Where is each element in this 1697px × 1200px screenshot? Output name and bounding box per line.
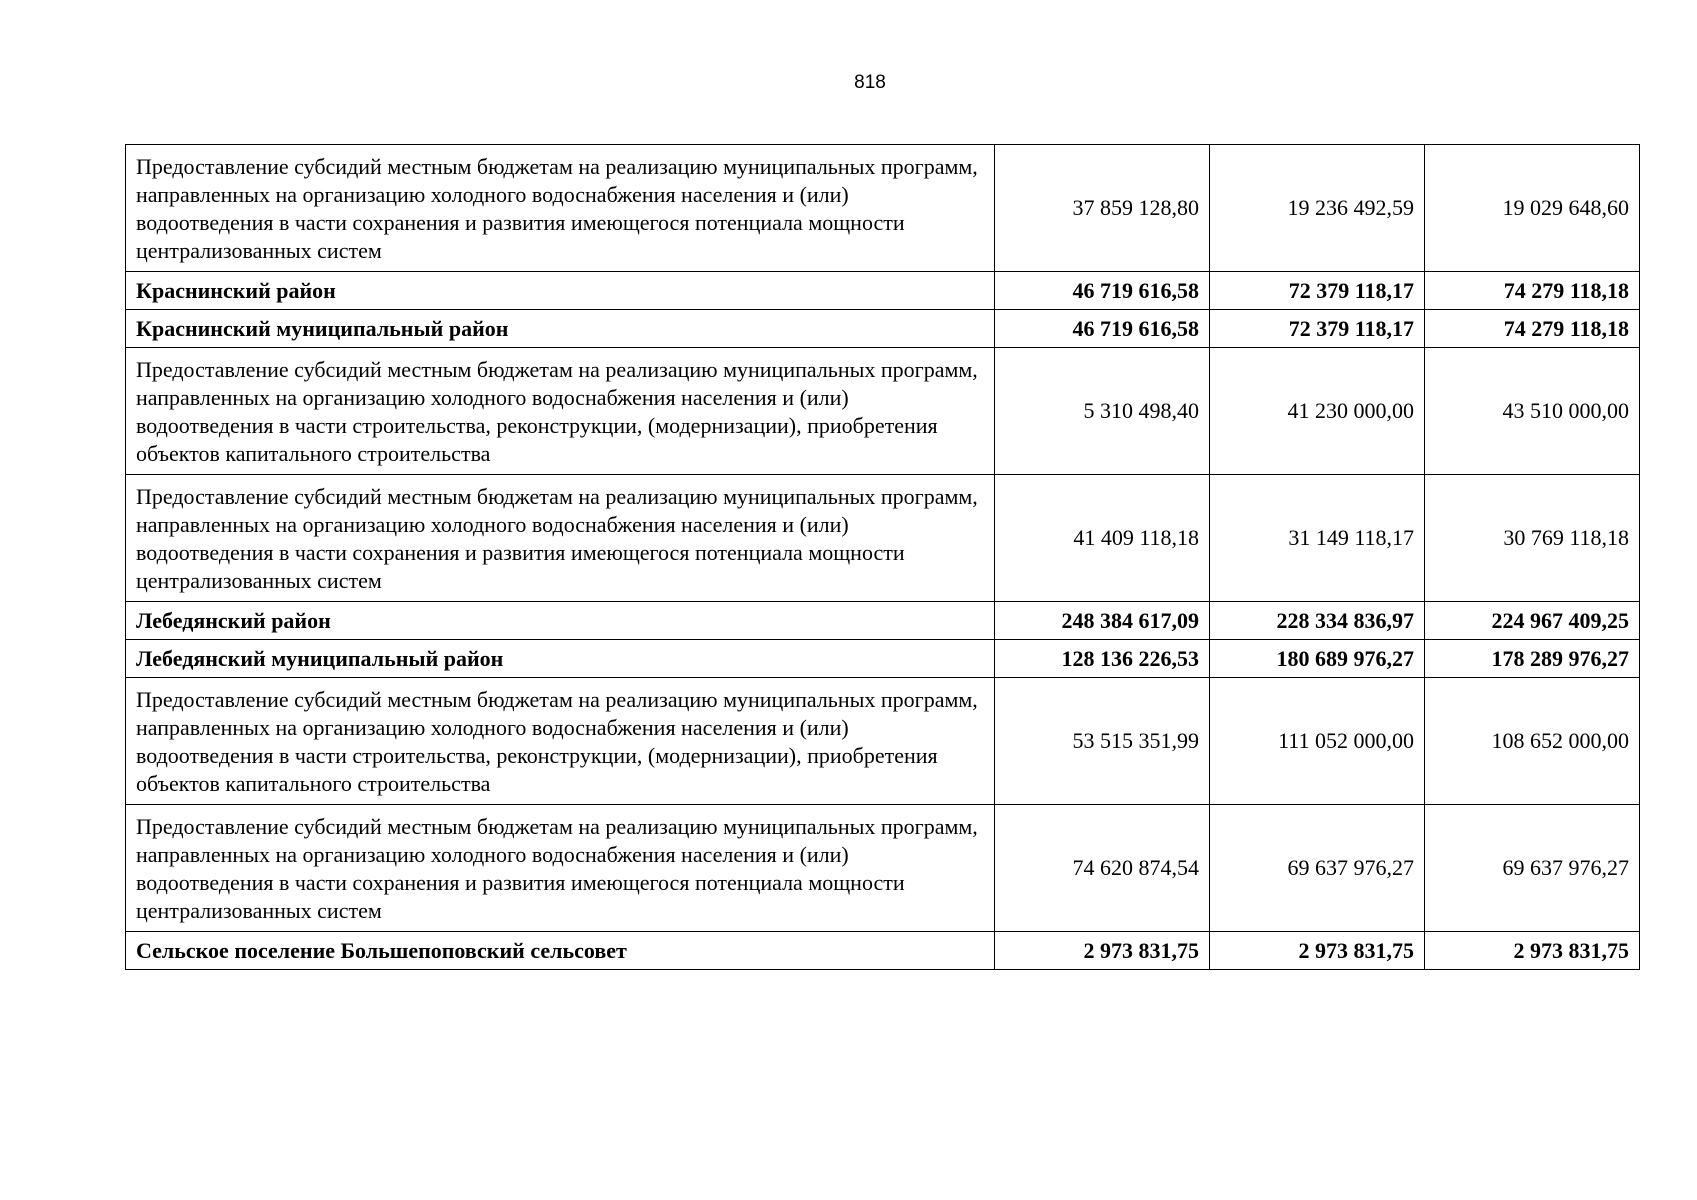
- value-cell: 53 515 351,99: [995, 678, 1210, 805]
- row-description: Предоставление субсидий местным бюджетам на реализацию муниципальных программ, направленных на организацию холодного водоснабжения населения и (или) водоотведения в части сохранения и развития имеющегося потенциала мощности централизованных систем: [126, 145, 995, 272]
- value-cell: 5 310 498,40: [995, 348, 1210, 475]
- table-row: [126, 475, 1640, 602]
- row-description: Краснинский муниципальный район: [126, 310, 995, 348]
- table-row-subtotal: [126, 272, 1640, 310]
- table-row-subtotal: [126, 602, 1640, 640]
- value-cell: 74 620 874,54: [995, 805, 1210, 932]
- value-cell: 72 379 118,17: [1210, 310, 1425, 348]
- table-row: [126, 805, 1640, 932]
- value-cell: 111 052 000,00: [1210, 678, 1425, 805]
- row-description: Предоставление субсидий местным бюджетам на реализацию муниципальных программ, направленных на организацию холодного водоснабжения населения и (или) водоотведения в части сохранения и развития имеющегося потенциала мощности централизованных систем: [126, 475, 995, 602]
- value-cell: 41 409 118,18: [995, 475, 1210, 602]
- value-cell: 2 973 831,75: [995, 932, 1210, 970]
- value-cell: 41 230 000,00: [1210, 348, 1425, 475]
- table-row-subtotal: [126, 640, 1640, 678]
- value-cell: 19 236 492,59: [1210, 145, 1425, 272]
- value-cell: 128 136 226,53: [995, 640, 1210, 678]
- value-cell: 37 859 128,80: [995, 145, 1210, 272]
- value-cell: 108 652 000,00: [1425, 678, 1640, 805]
- table-row: [126, 348, 1640, 475]
- value-cell: 248 384 617,09: [995, 602, 1210, 640]
- value-cell: 178 289 976,27: [1425, 640, 1640, 678]
- value-cell: 2 973 831,75: [1210, 932, 1425, 970]
- value-cell: 43 510 000,00: [1425, 348, 1640, 475]
- table-row-subtotal: [126, 310, 1640, 348]
- row-description: Предоставление субсидий местным бюджетам на реализацию муниципальных программ, направленных на организацию холодного водоснабжения населения и (или) водоотведения в части сохранения и развития имеющегося потенциала мощности централизованных систем: [126, 805, 995, 932]
- table-row: [126, 145, 1640, 272]
- value-cell: 69 637 976,27: [1425, 805, 1640, 932]
- value-cell: 180 689 976,27: [1210, 640, 1425, 678]
- value-cell: 46 719 616,58: [995, 272, 1210, 310]
- value-cell: 69 637 976,27: [1210, 805, 1425, 932]
- row-description: Краснинский район: [126, 272, 995, 310]
- value-cell: 2 973 831,75: [1425, 932, 1640, 970]
- value-cell: 72 379 118,17: [1210, 272, 1425, 310]
- row-description: Предоставление субсидий местным бюджетам на реализацию муниципальных программ, направленных на организацию холодного водоснабжения населения и (или) водоотведения в части строительства, реконструкции, (модернизации), приобретения объектов капитального строительства: [126, 348, 995, 475]
- value-cell: 31 149 118,17: [1210, 475, 1425, 602]
- value-cell: 74 279 118,18: [1425, 310, 1640, 348]
- table-row-subtotal: [126, 932, 1640, 970]
- row-description: Лебедянский район: [126, 602, 995, 640]
- row-description: Лебедянский муниципальный район: [126, 640, 995, 678]
- value-cell: 19 029 648,60: [1425, 145, 1640, 272]
- row-description: Сельское поселение Большепоповский сельсовет: [126, 932, 995, 970]
- budget-table: [125, 144, 1640, 970]
- value-cell: 74 279 118,18: [1425, 272, 1640, 310]
- value-cell: 30 769 118,18: [1425, 475, 1640, 602]
- value-cell: 46 719 616,58: [995, 310, 1210, 348]
- value-cell: 224 967 409,25: [1425, 602, 1640, 640]
- row-description: Предоставление субсидий местным бюджетам на реализацию муниципальных программ, направленных на организацию холодного водоснабжения населения и (или) водоотведения в части строительства, реконструкции, (модернизации), приобретения объектов капитального строительства: [126, 678, 995, 805]
- page-number: 818: [854, 72, 886, 93]
- table-row: [126, 678, 1640, 805]
- value-cell: 228 334 836,97: [1210, 602, 1425, 640]
